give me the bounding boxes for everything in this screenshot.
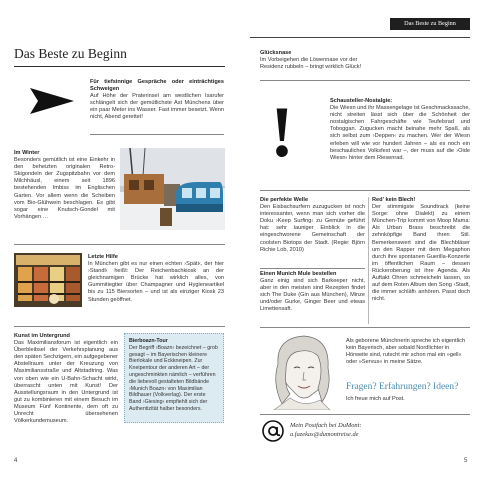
bierboazn-box	[124, 333, 224, 423]
kiosk-photo	[14, 253, 82, 307]
right-page	[240, 0, 480, 480]
gluecksnase-text	[260, 50, 380, 71]
mule-body: Ganz einig sind sich Barkeeper nicht, aber in den meisten sind Rezepten findet sich The Duke (Gin aus München), Minze und/oder Gurke, Ginger Beer und etwas Limettensaft.	[260, 278, 365, 313]
intro-text	[90, 79, 224, 122]
arrow-icon	[30, 88, 74, 119]
hilfe-heading: Letzte Hilfe	[88, 254, 118, 260]
blech-heading: Red' kein Blech!	[372, 197, 416, 203]
winter-text	[14, 150, 115, 221]
gluecksnase-body: Im Vorbeigehen die Löwennase vor der Residenz rubbeln – bringt wirklich Glück!	[260, 57, 362, 71]
winter-rule	[14, 244, 225, 245]
hilfe-text	[88, 254, 224, 304]
page-title: Das Beste zu Beginn	[14, 46, 127, 61]
hilfe-rule	[14, 326, 225, 327]
schausteller-heading: Schausteller-Nostalgie:	[330, 98, 393, 104]
welle-body: Den Eisbachsurfern zuzugucken ist noch interessanter, wenn man sich vorher die Doku ›Keep Surfing‹ zu Gemüte geführt hat: sehr launiger Einblick in die eingeschworene Gemeinschaft der coolsten Biotops der Stadt. (Regie: Björn Richie Lob, 2010)	[260, 204, 365, 253]
author-rule	[260, 414, 470, 415]
schausteller-text	[330, 98, 470, 162]
blech-rule	[260, 327, 470, 328]
blech-body: Der stimmigste Soundtrack (keine Sorge: ohne Dialekt) zu einem München-Trip kommt von Moop Mama: Als Urban Brass beschreibt die zehnköpfige Band ihren Stil. Bemerkenswert sind die Blechbläser um den Rapper mit dem Megaphon durch ihre spontanen Guerilla-Konzerte im öffentlichen Raum – dessen Rückeroberung ist ihre Agenda. Als Auftakt Ohren schmeicheln lassen, so auf dem Roten Album den Song ›Stadt, die immer schläft‹ anhören. Passt doch nicht.	[372, 204, 470, 303]
untergrund-heading: Kunst im Untergrund	[14, 333, 70, 339]
at-icon	[262, 420, 284, 447]
author-bio: Als geborene Münchnerin spreche ich eigentlich kein Bayerisch, aber sobald Nordlichter in Hörweite sind, rutscht mir schon mal ein »gell« oder »Servus« in meine Sätze.	[346, 338, 466, 366]
winter-gondola-photo	[120, 148, 225, 230]
author-portrait	[260, 334, 342, 410]
fragen-heading: Fragen? Erfahrungen? Ideen?	[346, 382, 459, 392]
page-number-left: 4	[14, 458, 18, 464]
freue-text: Ich freue mich auf Post.	[346, 396, 405, 402]
untergrund-body: Das Maximiliansforum ist eigentlich ein Überbleibsel der Verkehrsplanung aus den späten Sechzigern, ein aufgegebener Abstellraum unter der Kreuzung von Maximiliansstraße und Altstadtring. Was von oben wie ein U-Bahn-Schacht wirkt, überrascht unten mit Kunst! Der Ausstellungsraum in den Untergrund ist gut zu kombinieren mit einem Besuch im Museum Fünf Kontinente, dem oft zu Unrecht übersehenen Völkerkundemuseum.	[14, 340, 118, 425]
hilfe-body: In München gibt es nur einen echten ›Späti‹, der hier ›Standl‹ heißt: Der Reichenbachkiosk an der gleichnamigen Brücke hat wirklich alles, von Gummitiegtier über Champagner und Hygieneartikel bis zu 115 Biersorten – und ist als einziger Kiosk 23 Stunden geöffnet.	[88, 261, 224, 303]
welle-rule	[260, 268, 365, 269]
chapter-header-label: Das Beste zu Beginn	[404, 20, 456, 27]
welle-text	[260, 197, 365, 254]
schausteller-rule	[260, 190, 470, 191]
mule-text	[260, 271, 365, 314]
intro-rule	[90, 134, 224, 135]
page-number-right: 5	[464, 458, 468, 464]
winter-heading: Im Winter	[14, 150, 40, 156]
mail-address-link[interactable]: a.fazekas@dumontreise.de	[290, 431, 359, 438]
gluecksnase-rule	[260, 80, 470, 81]
blech-text	[372, 197, 470, 303]
schausteller-body: Die Wiesn und ihr Massengelage ist Geschmackssache, nicht streiten lässt sich über die Schönheit der nostalgischen Fahrgeschäfte wie Teufelsrad und Toboggan. Zugucken macht beinahe mehr Spaß, als sich selbst zum ›Deppen‹ zu machen. Wer der Wiesn erleben will wie vor hundert Jahren – als es noch ein beschauliches Volksfest war –, der muss auf die ›Oide Wiesn‹ hinter dem Riesenrad.	[330, 105, 470, 161]
intro-body: Auf Höhe der Praterinsel am westlichen Isarufer schlängelt sich der gemütlichste Ast Münchens über ein paar Meter ins Wasser. Fast immer besetzt. Wenn nicht, Abend gerettet!	[90, 93, 224, 121]
winter-body: Besonders gemütlich ist eine Einkehr in den beheizten originalen Retro-Skigondeln der Zugspitzbahn vor dem Milchhäusl, einem seit 1896 bestehenden Imbiss im Englischen Garten. Vor allem wenn die Scheiben vom Bio-Glühwein beschlagen. Es gibt sogar eine Knutsch-Gondel mit Vorhängen …	[14, 157, 115, 220]
bierboazn-body: Der Begriff ›Boazn‹ bezeichnet – grob gesagt – im Bayerischen kleinere Bierlokale und Eckkneipen. Zur Kneipentour der anderen Art – der ungeschminkten nämlich – verführen die liebevoll gestalteten Bildbände ›Munich Boazn‹ von Maximilian Bildhauer (Volkverlag). Der erste Band ›Giesing‹ empfiehlt sich der Authentizität halber besonders.	[129, 344, 218, 412]
untergrund-text	[14, 333, 118, 425]
title-rule	[14, 66, 225, 67]
mule-heading: Einen Munich Mule bestellen	[260, 271, 337, 277]
header-rule	[250, 37, 470, 38]
mail-label: Mein Postfach bei DuMont:	[290, 422, 362, 429]
bierboazn-text	[129, 338, 219, 413]
bierboazn-heading: Bierboazn-Tour	[129, 338, 168, 344]
gluecksnase-heading: Glücksnase	[260, 50, 292, 56]
intro-heading: Für tiefsinnige Gespräche oder einträchtiges Schweigen	[90, 79, 224, 93]
welle-heading: Die perfekte Welle	[260, 197, 309, 203]
column-divider	[368, 197, 369, 324]
exclamation-mark: !	[270, 92, 294, 172]
